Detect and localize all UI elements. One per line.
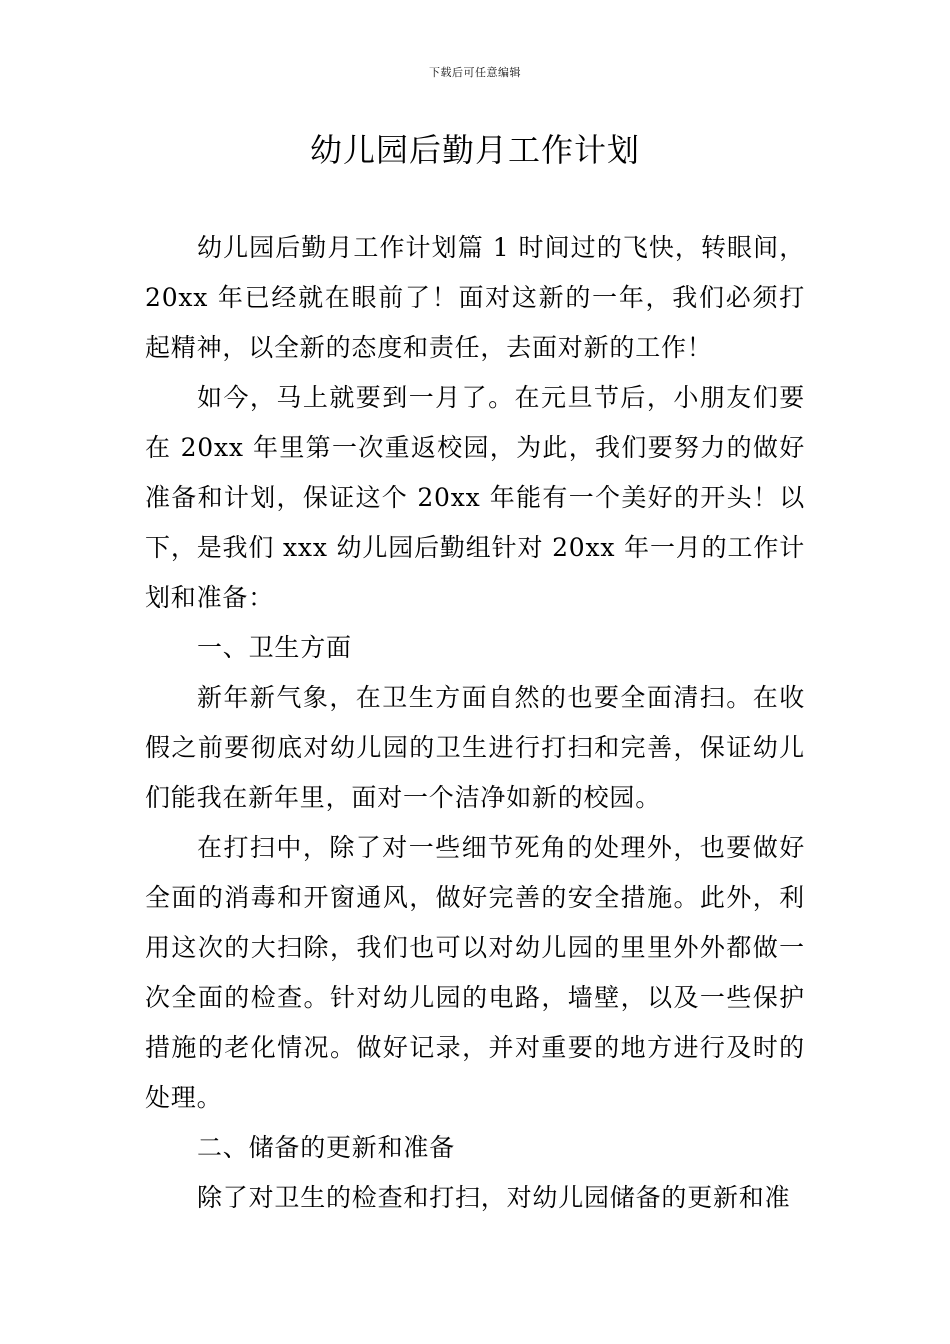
- document-title: 幼儿园后勤月工作计划: [309, 131, 640, 169]
- document-body: [145, 223, 805, 1223]
- paragraph-background: 如今，马上就要到一月了。在元旦节后，小朋友们要在 20xx 年里第一次重返校园，为此，我们要努力的做好准备和计划，保证这个 20xx 年能有一个美好的开头！以下，是我们 xxx 幼儿园后勤组针对 20xx 年一月的工作计划和准备：: [145, 383, 805, 612]
- paragraph-intro: 幼儿园后勤月工作计划篇 1 时间过的飞快，转眼间，20xx 年已经就在眼前了！面对这新的一年，我们必须打起精神，以全新的态度和责任，去面对新的工作！: [145, 233, 805, 362]
- paragraph-hygiene-cleaning: 新年新气象，在卫生方面自然的也要全面清扫。在收假之前要彻底对幼儿园的卫生进行打扫和完善，保证幼儿们能我在新年里，面对一个洁净如新的校园。: [145, 683, 805, 812]
- paragraph-supplies: 除了对卫生的检查和打扫，对幼儿园储备的更新和准: [197, 1183, 791, 1212]
- section-heading-hygiene: 一、卫生方面: [197, 633, 352, 662]
- header-note: 下载后可任意编辑: [429, 66, 521, 79]
- section-heading-supplies: 二、储备的更新和准备: [197, 1133, 456, 1162]
- paragraph-hygiene-inspection: 在打扫中，除了对一些细节死角的处理外，也要做好全面的消毒和开窗通风，做好完善的安全措施。此外，利用这次的大扫除，我们也可以对幼儿园的里里外外都做一次全面的检查。针对幼儿园的电路，墙壁，以及一些保护措施的老化情况。做好记录，并对重要的地方进行及时的处理。: [145, 833, 805, 1112]
